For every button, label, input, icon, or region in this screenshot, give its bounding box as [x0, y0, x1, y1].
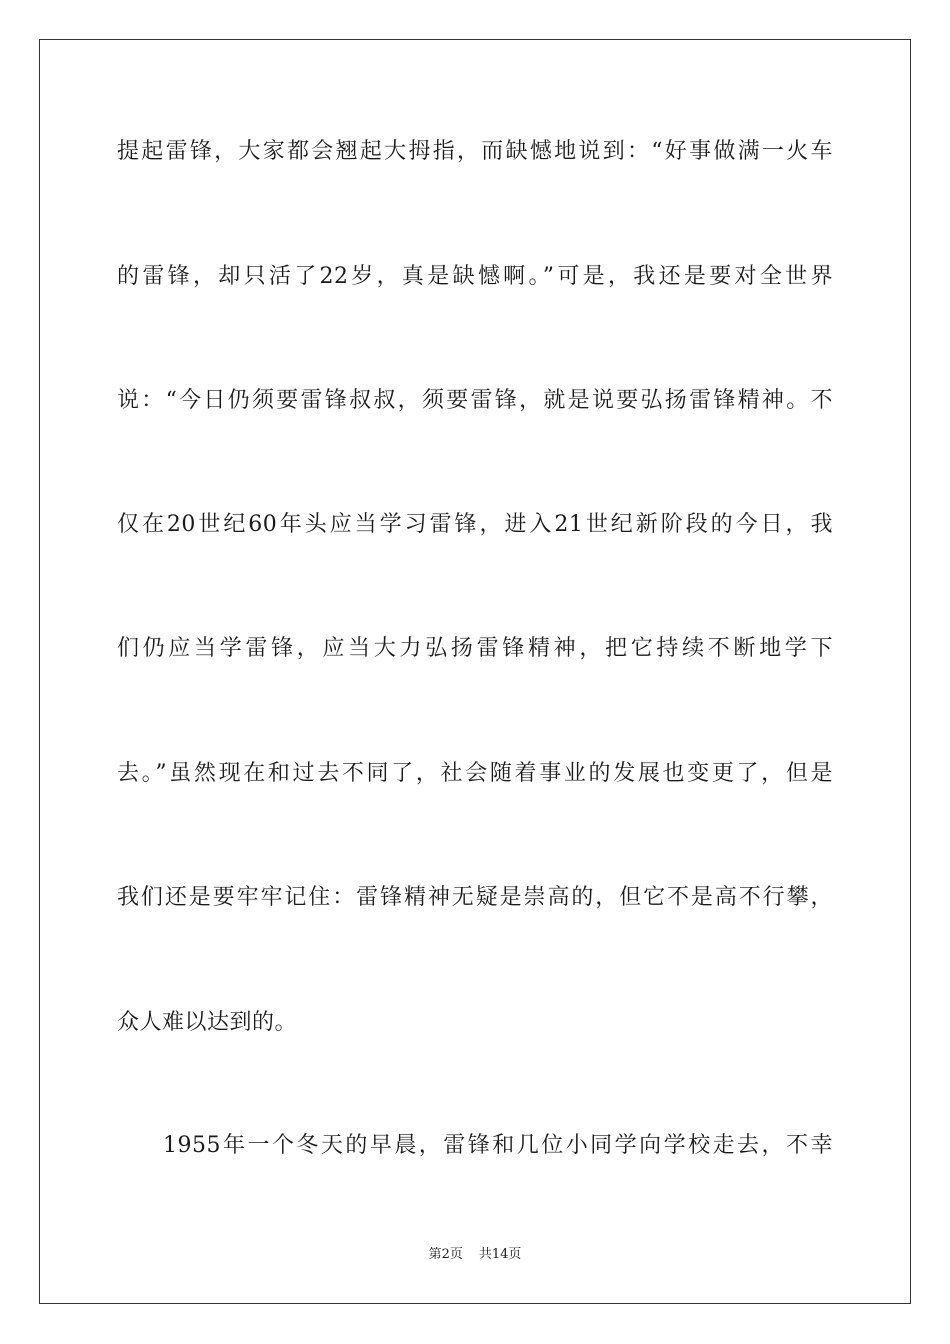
- text-line-6: 去。”虽然现在和过去不同了，社会随着事业的发展也变更了，但是: [117, 761, 833, 786]
- text-line-4: 仅在20世纪60年头应当学习雷锋，进入21世纪新阶段的今日，我: [117, 512, 833, 537]
- text-line-7: 我们还是要牢牢记住：雷锋精神无疑是崇高的，但它不是高不行攀，: [117, 885, 833, 910]
- text-line-2: 的雷锋，却只活了22岁，真是缺憾啊。”可是，我还是要对全世界: [117, 264, 833, 289]
- text-line-8: 众人难以达到的。: [117, 1010, 298, 1035]
- total-pages: 共14页: [478, 1247, 522, 1262]
- page-border: [39, 39, 911, 1304]
- page-footer: [0, 1246, 950, 1264]
- text-line-5: 们仍应当学雷锋，应当大力弘扬雷锋精神，把它持续不断地学下: [117, 636, 833, 661]
- text-line-9: 1955年一个冬天的早晨，雷锋和几位小同学向学校走去，不幸: [163, 1133, 833, 1158]
- text-line-3: 说：“今日仍须要雷锋叔叔，须要雷锋，就是说要弘扬雷锋精神。不: [117, 388, 833, 413]
- text-line-1: 提起雷锋，大家都会翘起大拇指，而缺憾地说到：“好事做满一火车: [117, 139, 833, 164]
- page-number: 第2页: [428, 1247, 463, 1262]
